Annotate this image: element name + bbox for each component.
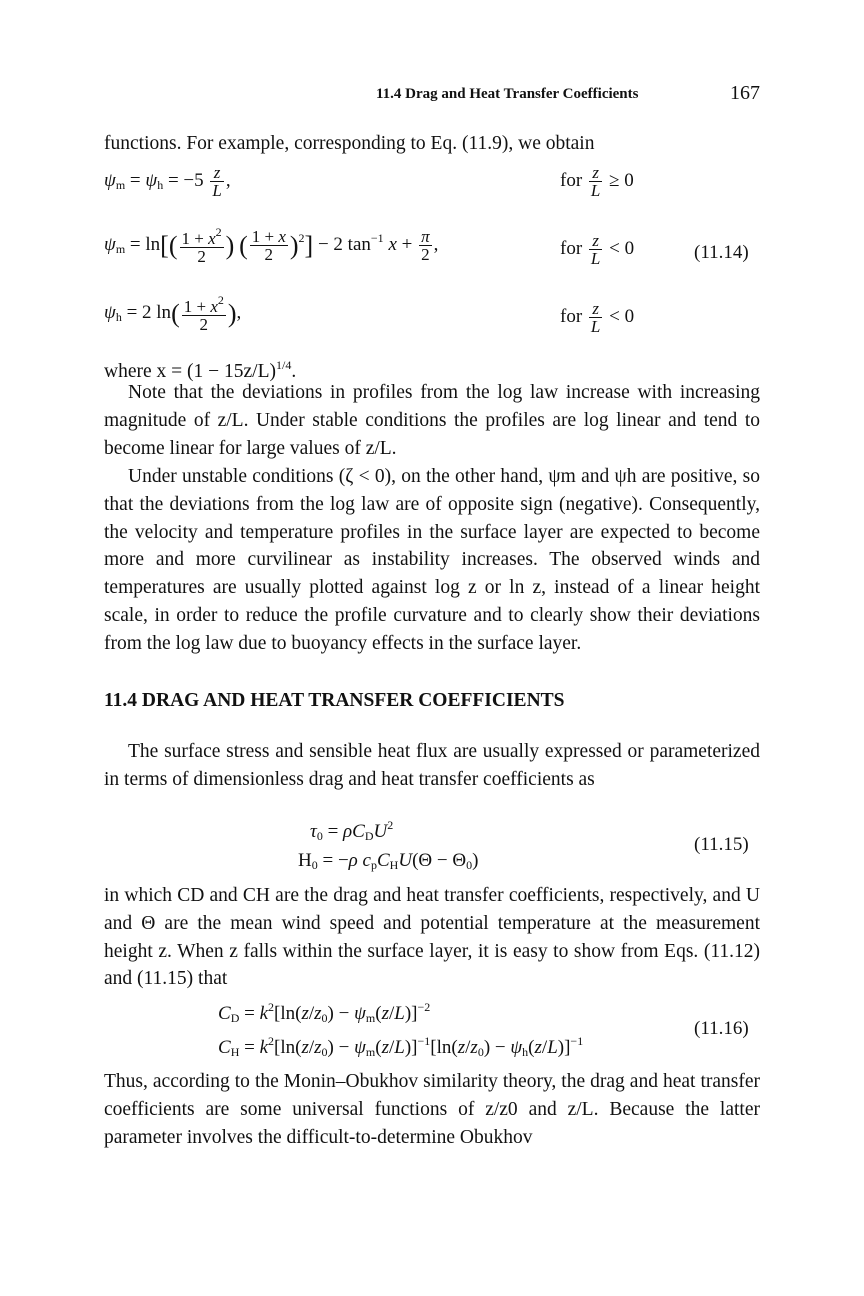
paragraph-monin-obukhov: Thus, according to the Monin–Obukhov similarity theory, the drag and heat transfer coefficients are some universal functions of z/z0 and z/L. Because the latter parameter involves the difficult-to-determine Obukhov: [104, 1071, 760, 1148]
condition-for-label: for: [560, 169, 583, 191]
condition-stable: for $\frac{z}{L}$ ≥ 0: [560, 163, 634, 200]
paragraph-surface-stress: The surface stress and sensible heat flux are usually expressed or parameterized in terms of dimensionless drag and heat transfer coefficients as: [104, 741, 760, 790]
equation-number-11-15: (11.15): [694, 834, 749, 855]
equation-number-11-14: (11.14): [694, 242, 749, 263]
paragraph-coefficients: in which CD and CH are the drag and heat transfer coefficients, respectively, and U and Θ are the mean wind speed and potential temperature at the measurement height z. When z falls within the surface layer, it is easy to show from Eqs. (11.12) and (11.15) that: [104, 885, 760, 990]
page-header: [0, 82, 864, 106]
equation-psi-h-unstable: $\psi_h = 2$ ln( $\frac{1 + x^2}{2}$ ),: [104, 293, 242, 334]
equation-psi-stable: $\psi_m = \psi_h = -5$ $\frac{z}{L}$ ,: [104, 163, 231, 200]
condition-for-label: for: [560, 237, 583, 259]
paragraph-unstable-conditions: Under unstable conditions (ζ < 0), on the other hand, ψm and ψh are positive, so that the deviations from the log law are of opposite sign (negative). Consequently, the velocity and temperature profiles in the surface layer are expected to become more and more curvilinear as instability increases. The observed winds and temperatures are usually plotted against log z or ln z, instead of a linear height scale, in order to reduce the profile curvature and to clearly show their deviations from the log law due to buoyancy effects in the surface layer.: [104, 466, 760, 654]
equation-number-11-16: (11.16): [694, 1018, 749, 1039]
section-heading: 11.4 DRAG AND HEAT TRANSFER COEFFICIENTS: [104, 690, 565, 711]
equation-ch: $C_H = k^2[\ln(z/z_0) - \psi_m(z/L)]^{-1}[\ln(z/z_0) - \psi_h(z/L)]^{-1}$: [218, 1034, 584, 1059]
intro-text: functions. For example, corresponding to Eq. (11.9), we obtain: [104, 133, 595, 154]
equation-h0: $H_0 = -\rho$ $c_pC_HU(\Theta - \Theta_0)$: [298, 850, 479, 872]
condition-for-label: for: [560, 305, 583, 327]
equation-tau0: $\tau_0 = \rho C_DU^2$: [310, 818, 394, 843]
equation-psi-m-unstable: $\psi_m = \ln$[( $\frac{1 + x^2}{2}$ ) ( $\frac{1 + x}{2}$ )$^2$] − 2 $\tan^{-1} x$ + $\frac{\pi}{2}$ ,: [104, 225, 439, 266]
where-end: .: [291, 361, 297, 382]
running-head: 11.4 Drag and Heat Transfer Coefficients: [376, 86, 639, 102]
equation-cd: $C_D = k^2[\ln(z/z_0) - \psi_m(z/L)]^{-2}$: [218, 1000, 431, 1025]
page-number: 167: [730, 82, 760, 104]
where-exponent: 1/4: [275, 358, 292, 372]
where-text: where x = (1 − 15z/L): [104, 361, 276, 382]
paragraph-log-law: Note that the deviations in profiles from the log law increase with increasing magnitude of z/L. Under stable conditions the profiles are log linear and tend to become linear for large values of z/L.: [104, 382, 760, 459]
condition-unstable-h: for $\frac{z}{L}$ < 0: [560, 299, 635, 336]
condition-unstable-m: for $\frac{z}{L}$ < 0: [560, 231, 635, 268]
